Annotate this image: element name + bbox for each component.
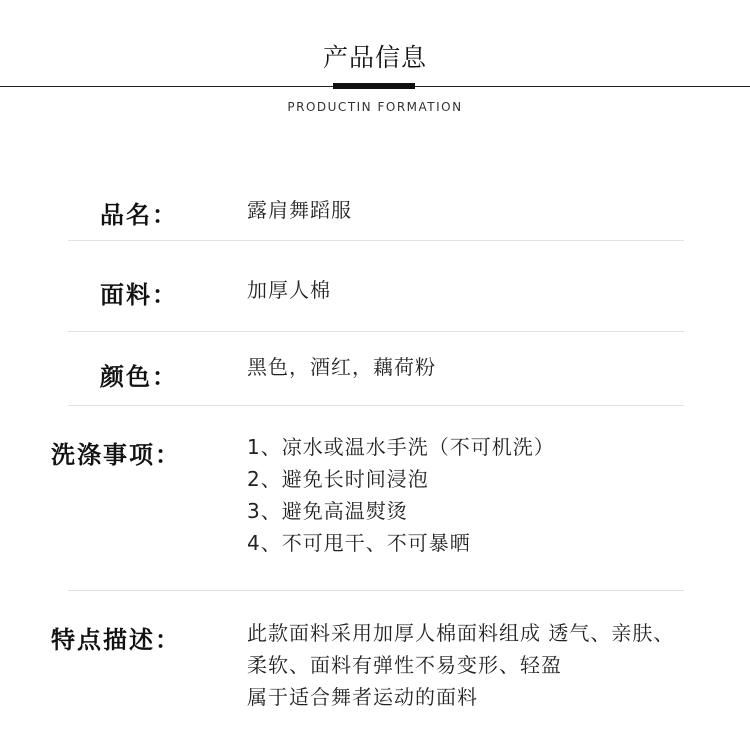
page-subtitle: PRODUCTIN FORMATION xyxy=(287,100,463,114)
label-color: 颜色： xyxy=(100,363,178,391)
value-line: 4、不可甩干、不可暴晒 xyxy=(247,531,471,555)
value-washing xyxy=(247,431,555,559)
value-line: 黑色，酒红，藕荷粉 xyxy=(247,355,436,379)
page-title: 产品信息 xyxy=(322,43,427,72)
value-line: 1、凉水或温水手洗（不可机洗） xyxy=(247,435,555,459)
row-divider xyxy=(68,331,684,332)
row-divider xyxy=(68,590,684,591)
value-line: 此款面料采用加厚人棉面料组成 透气、亲肤、 xyxy=(247,621,675,645)
label-product-name: 品名： xyxy=(100,201,178,229)
value-line: 加厚人棉 xyxy=(247,278,331,302)
row-divider xyxy=(68,240,684,241)
value-color xyxy=(247,351,436,383)
value-line: 柔软、面料有弹性不易变形、轻盈 xyxy=(247,653,562,677)
header-accent-bar xyxy=(333,83,415,89)
value-line: 2、避免长时间浸泡 xyxy=(247,467,429,491)
value-line: 属于适合舞者运动的面料 xyxy=(247,685,478,709)
row-divider xyxy=(68,405,684,406)
value-product-name xyxy=(247,194,352,226)
label-washing: 洗涤事项： xyxy=(51,441,181,469)
value-features xyxy=(247,617,674,713)
value-line: 3、避免高温熨烫 xyxy=(247,499,408,523)
label-fabric: 面料： xyxy=(100,281,178,309)
value-line: 露肩舞蹈服 xyxy=(247,198,352,222)
value-fabric xyxy=(247,274,331,306)
label-features: 特点描述： xyxy=(51,626,181,654)
